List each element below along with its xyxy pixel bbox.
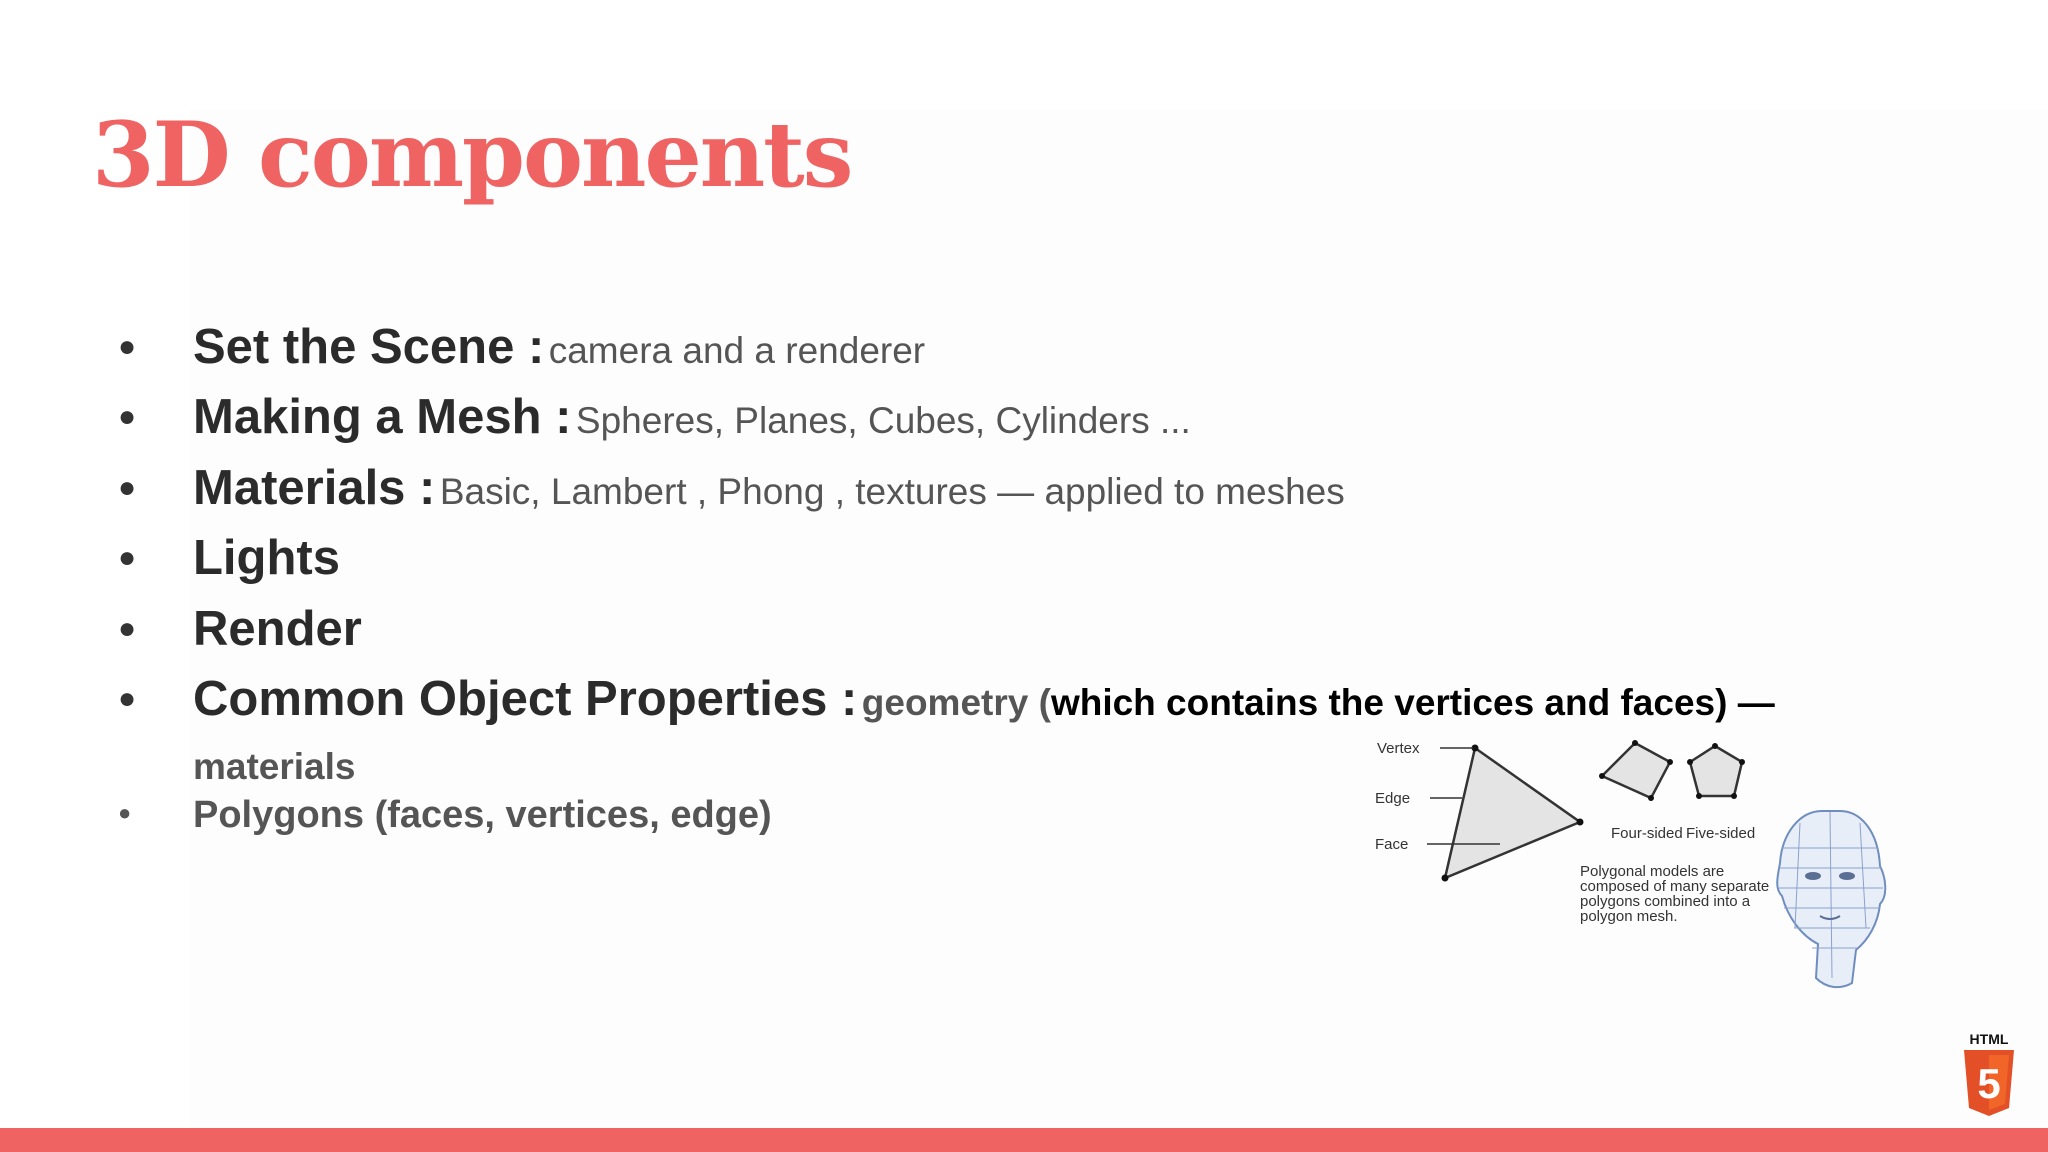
- html5-glyph: 5: [1977, 1060, 2001, 1107]
- html5-logo: [1960, 1030, 2018, 1120]
- bullet-lights: [118, 529, 1918, 599]
- quad-shape: [1602, 743, 1670, 798]
- pentagon-shape: [1690, 746, 1742, 796]
- wireframe-head-image: [1777, 811, 1885, 987]
- bullet-materials: [118, 459, 1918, 529]
- bullet-description: camera and a renderer: [548, 330, 926, 371]
- bullet-making-a-mesh: [118, 388, 1918, 458]
- bottom-accent-bar: [0, 1128, 2048, 1152]
- html5-logo-text: HTML: [1969, 1031, 2009, 1047]
- five-sided-figure: [1686, 743, 1755, 842]
- vertex-dot: [1577, 819, 1584, 826]
- five-sided-label: Five-sided: [1686, 825, 1756, 842]
- face-label: Face: [1375, 836, 1409, 853]
- bullet-dot: ●: [118, 612, 137, 645]
- bullet-heading: Making a Mesh :: [193, 390, 572, 444]
- caption-line: polygons combined into a: [1580, 893, 1751, 910]
- bullet-dot: ●: [118, 330, 137, 363]
- caption-line: polygon mesh.: [1580, 908, 1678, 925]
- diagram-caption: [1580, 863, 1769, 925]
- bullet-description-geometry: geometry (: [861, 682, 1051, 723]
- edge-label: Edge: [1375, 790, 1411, 807]
- caption-line: composed of many separate: [1580, 878, 1770, 895]
- four-sided-label: Four-sided: [1611, 825, 1683, 842]
- bullet-heading: Render: [193, 602, 362, 656]
- bullet-dot: ●: [118, 541, 137, 574]
- triangle-figure: [1375, 740, 1584, 882]
- bullet-description-vertices-faces: which contains the vertices and faces) —: [1050, 682, 1775, 723]
- caption-line: Polygonal models are: [1580, 863, 1725, 880]
- bullet-text: Polygons (faces, vertices, edge): [193, 794, 772, 836]
- bullet-dot: ●: [118, 400, 137, 433]
- triangle-face: [1445, 748, 1580, 878]
- four-sided-figure: [1599, 740, 1683, 842]
- bullet-description-materials: materials: [193, 746, 356, 787]
- bullet-heading: Materials :: [193, 461, 436, 515]
- vertex-label: Vertex: [1377, 740, 1420, 757]
- bullet-heading: Common Object Properties :: [193, 672, 858, 726]
- bullet-dot: ●: [118, 471, 137, 504]
- bullet-heading: Lights: [193, 531, 340, 585]
- vertex-dot: [1442, 875, 1449, 882]
- bullet-description: Spheres, Planes, Cubes, Cylinders ...: [575, 400, 1191, 441]
- bullet-heading: Set the Scene :: [193, 320, 545, 374]
- bullet-set-the-scene: [118, 318, 1918, 388]
- bullet-description: Basic, Lambert , Phong , textures — applied to meshes: [439, 471, 1345, 512]
- bullet-dot: ●: [118, 682, 137, 715]
- bullet-render: [118, 600, 1918, 670]
- polygon-diagram: [1370, 738, 1990, 994]
- bullet-dot: ●: [118, 800, 132, 825]
- slide-title: 3D components: [92, 102, 852, 208]
